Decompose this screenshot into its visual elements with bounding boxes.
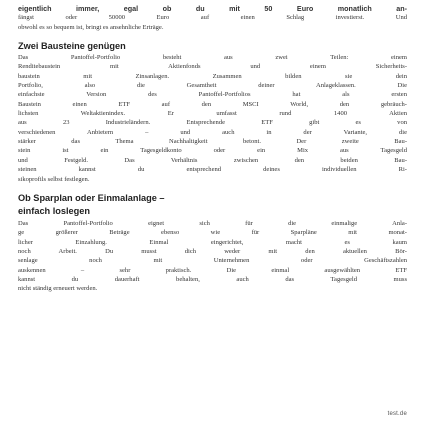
body-line: senlage noch mit Unternehmen oder Geschäftszahlen <box>18 257 407 265</box>
body-line: und Festgeld. Das Verhältnis zwischen den beiden Bau- <box>18 156 407 164</box>
body-line: Portfolio, also die Gesamtheit deiner Anlageklassen. Die <box>18 82 407 90</box>
body-line: stärker das Thema Nachhaltigkeit betont. Der zweite Bau- <box>18 138 407 146</box>
body-line: licher Einzahlung. Einmal eingerichtet, macht es kaum <box>18 238 407 246</box>
body-line: baustein mit Zinsanlagen. Zusammen bilden sie dein <box>18 72 407 80</box>
body-line: verschiedenen Anbietern – und auch in der Variante, die <box>18 128 407 136</box>
body-line: nicht ständig erneuert werden. <box>18 285 98 293</box>
body-line: auskennen – sehr praktisch. Die einmal ausgewählten ETF <box>18 266 407 274</box>
section-sparplan <box>18 193 407 294</box>
section-body <box>18 53 407 184</box>
body-line: Baustein einen ETF auf den MSCI World, den gebräuch- <box>18 100 407 108</box>
body-line: aus 23 Industrieländern. Entsprechende ETF gibt es von <box>18 119 407 127</box>
body-line: einfachste Version des Pantoffel-Portfolios hat als ersten <box>18 91 407 99</box>
body-line: noch Arbeit. Du musst dich weder mit den aktuellen Bör- <box>18 247 407 255</box>
body-line: sikoprofils selbst festlegen. <box>18 175 90 183</box>
body-line: steinen kannst du entsprechend deines individuellen Ri- <box>18 166 407 174</box>
body-line: Renditebaustein mit Aktienfonds und einem Sicherheits- <box>18 63 407 71</box>
body-line: Das Pantoffel-Portfolio eignet sich für die einmalige Anla- <box>18 219 407 227</box>
intro-paragraph <box>18 4 407 32</box>
body-line: Das Pantoffel-Portfolio besteht aus zwei Teilen: einem <box>18 54 407 62</box>
section-body <box>18 219 407 294</box>
body-line: kannst du dauerhaft behalten, auch das Tagesgeld muss <box>18 275 407 283</box>
publisher-logo: test.de <box>387 410 407 417</box>
body-line: ge größerer Beträge ebenso wie für Sparpläne mit monat- <box>18 229 407 237</box>
section-heading: einfach loslegen <box>18 205 90 216</box>
intro-line: obwohl es so bequem ist, bringt es ansehnliche Erträge. <box>18 23 164 31</box>
body-line: lichsten Weltaktienindex. Er umfasst rund 1400 Aktien <box>18 110 407 118</box>
intro-line: fängst oder 50000 Euro auf einen Schlag investierst. Und <box>18 14 407 22</box>
section-heading: Ob Sparplan oder Einmalanlage – <box>18 192 165 203</box>
section-heading: Zwei Bausteine genügen <box>18 41 126 52</box>
section-zwei-bausteine <box>18 41 407 184</box>
body-line: stein ist ein Tagesgeldkonto oder ein Mix aus Tagesgeld <box>18 147 407 155</box>
intro-line: eigentlich immer, egal ob du mit 50 Euro monatlich an- <box>18 4 407 13</box>
